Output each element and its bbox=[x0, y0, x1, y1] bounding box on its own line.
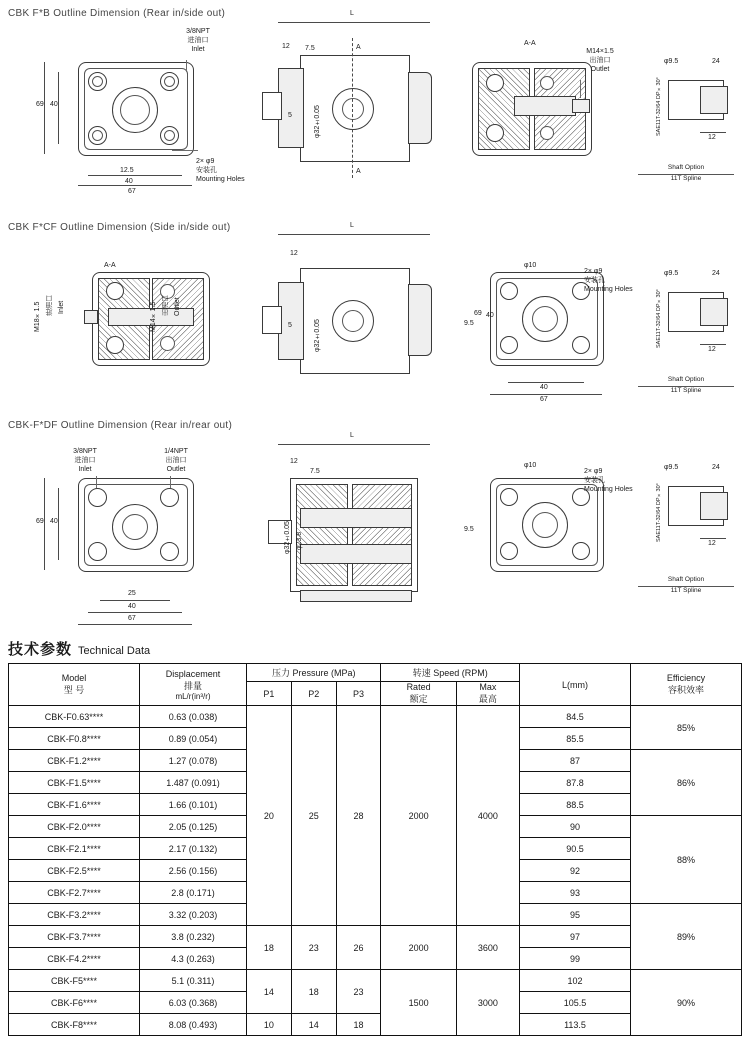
fdf-rear-hole-tl bbox=[500, 488, 518, 506]
fcf-inlet-thread: M18×1.5 bbox=[34, 301, 41, 332]
header-model-cn: 型 号 bbox=[63, 685, 85, 695]
fb-inlet-cn: 进油口 bbox=[187, 36, 209, 44]
fb-L-label: L bbox=[350, 10, 354, 17]
cell-model: CBK-F3.7**** bbox=[9, 926, 140, 948]
fdf-outlet-leader bbox=[170, 476, 171, 488]
cell-length: 102 bbox=[520, 970, 631, 992]
fb-dim-67-line bbox=[78, 185, 192, 186]
fdf-side-bore: φ23.8 bbox=[296, 531, 303, 550]
cell-pressure-p3: 23 bbox=[336, 970, 381, 1014]
fcf-shaft-spline-note: SAE11T-32/64 DP×30° bbox=[656, 289, 662, 348]
cell-pressure-p2: 18 bbox=[291, 970, 336, 1014]
cell-length: 93 bbox=[520, 882, 631, 904]
cell-speed-rated: 2000 bbox=[381, 706, 456, 926]
fcf-shaft-dim-12-line bbox=[700, 344, 726, 345]
cell-displacement: 1.27 (0.078) bbox=[140, 750, 247, 772]
fdf-side-channel-top bbox=[300, 508, 412, 528]
fdf-shaft-dim-95: φ9.5 bbox=[664, 464, 679, 471]
fcf-front-hole-tl bbox=[106, 282, 124, 300]
fdf-front-hole-tl bbox=[88, 488, 107, 507]
fdf-dim-69: 69 bbox=[36, 518, 44, 525]
technical-data-heading-en: Technical Data bbox=[78, 645, 151, 657]
fdf-outlet-en: Outlet bbox=[166, 465, 186, 473]
fb-L-line bbox=[278, 22, 430, 23]
fdf-L-line bbox=[278, 444, 430, 445]
header-speed-max bbox=[456, 682, 519, 706]
fb-inlet-callout bbox=[170, 28, 226, 54]
cell-speed-max: 3000 bbox=[456, 970, 519, 1036]
fdf-front-bore-inner bbox=[122, 514, 148, 540]
fb-side-bore-inner bbox=[342, 98, 364, 120]
header-speed: 转速 Speed (RPM) bbox=[381, 664, 520, 682]
fb-shaft-spline-note: SAE11T-32/64 DP×30° bbox=[656, 77, 662, 136]
fcf-rear-dim-67-line bbox=[490, 394, 602, 395]
fcf-rear-dim-67: 67 bbox=[540, 396, 548, 403]
fb-rear-section-mark: A-A bbox=[524, 40, 536, 47]
cell-pressure-p1: 10 bbox=[247, 1014, 292, 1036]
header-length: L(mm) bbox=[520, 664, 631, 706]
cell-speed-max: 4000 bbox=[456, 706, 519, 926]
fb-side-mark-a-bottom: A bbox=[356, 168, 361, 175]
fdf-inlet-thread: 3/8NPT bbox=[73, 448, 97, 455]
fb-dim-67: 67 bbox=[128, 188, 136, 195]
cell-model: CBK-F0.63**** bbox=[9, 706, 140, 728]
header-p3: P3 bbox=[336, 682, 381, 706]
fcf-inlet-cn: 进油口 bbox=[46, 295, 53, 316]
technical-data-table bbox=[8, 663, 742, 1036]
fdf-dim-67: 67 bbox=[128, 615, 136, 622]
technical-data-heading-cn: 技术参数 bbox=[8, 641, 73, 658]
fdf-rear-hole-dia: φ10 bbox=[524, 462, 537, 469]
cell-pressure-p2: 23 bbox=[291, 926, 336, 970]
cell-displacement: 1.487 (0.091) bbox=[140, 772, 247, 794]
fcf-shaft-dim-95: φ9.5 bbox=[664, 270, 679, 277]
cell-pressure-p1: 20 bbox=[247, 706, 292, 926]
fdf-shaft-spline-note: SAE11T-32/64 DP×30° bbox=[656, 483, 662, 542]
fb-outlet-leader bbox=[580, 80, 581, 98]
fcf-L-line bbox=[278, 234, 430, 235]
fcf-shaft-dim-24: 24 bbox=[712, 270, 720, 277]
fb-shaft-option bbox=[638, 164, 734, 184]
header-efficiency-en: Efficiency bbox=[666, 673, 706, 683]
cell-pressure-p3: 18 bbox=[336, 1014, 381, 1036]
fb-side-centerline bbox=[352, 38, 353, 178]
cell-pressure-p2: 25 bbox=[291, 706, 336, 926]
header-speed-max-cn: 最高 bbox=[478, 694, 497, 704]
fb-outlet-cn: 出油口 bbox=[589, 56, 611, 64]
fcf-front-hole-br bbox=[160, 336, 175, 351]
fcf-rear-dim-40b-line bbox=[508, 382, 584, 383]
fdf-shaft-dim-12: 12 bbox=[708, 540, 716, 547]
header-speed-rated-cn: 额定 bbox=[409, 694, 428, 704]
cell-pressure-p1: 14 bbox=[247, 970, 292, 1014]
cell-efficiency: 90% bbox=[631, 970, 742, 1036]
fcf-shaft-option-title: Shaft Option bbox=[638, 376, 734, 387]
fb-inlet-leader bbox=[186, 60, 187, 72]
fdf-rear-hole-br bbox=[572, 542, 590, 560]
fdf-front-hole-br bbox=[160, 542, 179, 561]
fcf-side-bore-inner bbox=[342, 310, 364, 332]
header-displacement-unit: mL/r(in³/r) bbox=[175, 691, 211, 701]
fdf-dim-40-line bbox=[58, 488, 59, 560]
fdf-front-hole-tr bbox=[160, 488, 179, 507]
fcf-mount-cn: 安装孔 bbox=[584, 276, 605, 284]
fb-dim-40: 40 bbox=[50, 101, 58, 108]
fb-inlet-en: Inlet bbox=[191, 45, 205, 53]
cell-efficiency: 89% bbox=[631, 904, 742, 970]
cell-displacement: 2.17 (0.132) bbox=[140, 838, 247, 860]
fdf-mount-dia: 2× φ9 bbox=[584, 468, 603, 475]
cell-model: CBK-F6**** bbox=[9, 992, 140, 1014]
fb-dim-69: 69 bbox=[36, 101, 44, 108]
fb-shaft-end bbox=[700, 86, 728, 114]
fcf-rear-bore-inner bbox=[532, 306, 558, 332]
fcf-side-dim-12: 12 bbox=[290, 250, 298, 257]
fdf-side-base bbox=[300, 590, 412, 602]
cell-displacement: 3.8 (0.232) bbox=[140, 926, 247, 948]
fb-mount-dia: 2× φ9 bbox=[196, 158, 215, 165]
cell-pressure-p2: 14 bbox=[291, 1014, 336, 1036]
fb-outlet-thread: M14×1.5 bbox=[586, 48, 614, 55]
fdf-outlet-thread: 1/4NPT bbox=[164, 448, 188, 455]
fdf-side-channel-bottom bbox=[300, 544, 412, 564]
fb-shaft-dim-95: φ9.5 bbox=[664, 58, 679, 65]
cell-model: CBK-F4.2**** bbox=[9, 948, 140, 970]
cell-displacement: 6.03 (0.368) bbox=[140, 992, 247, 1014]
fdf-side-hatch-right bbox=[352, 484, 412, 586]
cell-model: CBK-F2.1**** bbox=[9, 838, 140, 860]
fcf-side-shaft bbox=[262, 306, 282, 334]
fb-rear-port-nipple bbox=[572, 99, 590, 113]
fdf-side-bolt-circle: φ32±0.05 bbox=[284, 521, 291, 554]
cell-model: CBK-F1.6**** bbox=[9, 794, 140, 816]
fcf-side-bolt-circle: φ32±0.05 bbox=[314, 319, 321, 352]
fb-side-bolt-circle: φ32±0.05 bbox=[314, 105, 321, 138]
fdf-dim-67-line bbox=[78, 624, 192, 625]
cell-model: CBK-F1.5**** bbox=[9, 772, 140, 794]
header-displacement bbox=[140, 664, 247, 706]
fcf-mount-dia: 2× φ9 bbox=[584, 268, 603, 275]
cell-pressure-p1: 18 bbox=[247, 926, 292, 970]
header-displacement-cn: 排量 bbox=[183, 680, 202, 691]
cell-length: 88.5 bbox=[520, 794, 631, 816]
fb-front-bore-inner bbox=[120, 95, 150, 125]
fdf-side-dim-75: 7.5 bbox=[310, 468, 320, 475]
fb-dim-125: 12.5 bbox=[120, 167, 134, 174]
fcf-shaft-end bbox=[700, 298, 728, 326]
fdf-dim-40b: 40 bbox=[128, 603, 136, 610]
header-efficiency-cn: 容积效率 bbox=[667, 685, 704, 695]
fb-side-rear bbox=[408, 72, 432, 144]
fcf-rear-hole-br bbox=[572, 336, 590, 354]
fb-outlet-callout bbox=[572, 48, 628, 74]
fb-rear-hole-br bbox=[540, 126, 554, 140]
section-title-fdf: CBK-F*DF Outline Dimension (Rear in/rear out) bbox=[8, 420, 233, 431]
fb-side-shaft bbox=[262, 92, 282, 120]
fb-shaft-dim-12: 12 bbox=[708, 134, 716, 141]
cell-length: 105.5 bbox=[520, 992, 631, 1014]
header-pressure: 压力 Pressure (MPa) bbox=[247, 664, 381, 682]
fdf-shaft-option-title: Shaft Option bbox=[638, 576, 734, 587]
cell-model: CBK-F2.5**** bbox=[9, 860, 140, 882]
fb-front-hole-br-in bbox=[164, 130, 175, 141]
cell-length: 90.5 bbox=[520, 838, 631, 860]
table-body bbox=[9, 706, 742, 1036]
cell-pressure-p3: 26 bbox=[336, 926, 381, 970]
cell-model: CBK-F3.2**** bbox=[9, 904, 140, 926]
cell-displacement: 0.63 (0.038) bbox=[140, 706, 247, 728]
fb-front-hole-bl-in bbox=[92, 130, 103, 141]
fcf-rear-dim-40: 40 bbox=[486, 312, 494, 319]
fdf-dim-25: 25 bbox=[128, 590, 136, 597]
fb-rear-hole-tl bbox=[486, 74, 504, 92]
cell-length: 92 bbox=[520, 860, 631, 882]
header-p2: P2 bbox=[291, 682, 336, 706]
cell-displacement: 0.89 (0.054) bbox=[140, 728, 247, 750]
cell-displacement: 2.56 (0.156) bbox=[140, 860, 247, 882]
fcf-L-label: L bbox=[350, 222, 354, 229]
fcf-front-inlet-nipple bbox=[84, 310, 98, 324]
fb-front-hole-tr-in bbox=[164, 76, 175, 87]
cell-length: 84.5 bbox=[520, 706, 631, 728]
cell-model: CBK-F5**** bbox=[9, 970, 140, 992]
fdf-rear-bore-inner bbox=[532, 512, 558, 538]
fdf-shaft-option-value: 11T Spline bbox=[670, 586, 702, 594]
cell-model: CBK-F0.8**** bbox=[9, 728, 140, 750]
fb-side-mark-a-top: A bbox=[356, 44, 361, 51]
fdf-mount-en: Mounting Holes bbox=[584, 485, 633, 493]
fb-side-dim-12: 12 bbox=[282, 43, 290, 50]
table-row bbox=[9, 970, 742, 992]
fdf-shaft-dim-12-line bbox=[700, 538, 726, 539]
fcf-outlet-cn: 出油口 bbox=[162, 295, 169, 316]
cell-length: 95 bbox=[520, 904, 631, 926]
fcf-side-rear bbox=[408, 284, 432, 356]
cell-speed-rated: 2000 bbox=[381, 926, 456, 970]
header-efficiency bbox=[631, 664, 742, 706]
cell-model: CBK-F8**** bbox=[9, 1014, 140, 1036]
fdf-shaft-dim-24: 24 bbox=[712, 464, 720, 471]
fcf-side-dim-5: 5 bbox=[288, 322, 292, 329]
fb-rear-hole-tr bbox=[540, 76, 554, 90]
cell-efficiency: 88% bbox=[631, 816, 742, 904]
section-title-fcf: CBK F*CF Outline Dimension (Side in/side out) bbox=[8, 222, 231, 233]
fcf-rear-hole-tl bbox=[500, 282, 518, 300]
fb-shaft-option-title: Shaft Option bbox=[638, 164, 734, 175]
header-speed-rated-en: Rated bbox=[406, 682, 431, 692]
technical-data-heading bbox=[8, 638, 150, 659]
cell-length: 90 bbox=[520, 816, 631, 838]
fb-shaft-option-value: 11T Spline bbox=[670, 174, 702, 182]
fdf-inlet-leader bbox=[96, 476, 97, 488]
cell-displacement: 3.32 (0.203) bbox=[140, 904, 247, 926]
fb-inlet-thread: 3/8NPT bbox=[186, 28, 210, 35]
fcf-outlet-thread: M14×1.5 bbox=[150, 301, 157, 332]
table-row bbox=[9, 706, 742, 728]
cell-displacement: 2.8 (0.171) bbox=[140, 882, 247, 904]
fb-dim-40-bottom-line bbox=[88, 175, 182, 176]
table-header-row-1 bbox=[9, 664, 742, 682]
fb-outlet-en: Outlet bbox=[590, 65, 610, 73]
fb-mount-callout bbox=[196, 158, 245, 184]
fcf-shaft-option bbox=[638, 376, 734, 396]
fb-side-dim-5: 5 bbox=[288, 112, 292, 119]
header-model-en: Model bbox=[61, 673, 87, 683]
fcf-shaft-option-value: 11T Spline bbox=[670, 386, 702, 394]
fdf-inlet-en: Inlet bbox=[78, 465, 92, 473]
fdf-front-hole-bl bbox=[88, 542, 107, 561]
fb-mount-leader bbox=[172, 150, 198, 151]
fdf-outlet-callout bbox=[150, 448, 202, 474]
fcf-mount-en: Mounting Holes bbox=[584, 285, 633, 293]
fdf-inlet-cn: 进油口 bbox=[74, 456, 96, 464]
cell-model: CBK-F2.7**** bbox=[9, 882, 140, 904]
fb-dim-40-bottom: 40 bbox=[125, 178, 133, 185]
fb-dim-69-line bbox=[44, 62, 45, 154]
header-speed-max-en: Max bbox=[479, 682, 497, 692]
fdf-side-dim-12: 12 bbox=[290, 458, 298, 465]
fb-side-dim-75: 7.5 bbox=[305, 45, 315, 52]
header-model bbox=[9, 664, 140, 706]
fdf-dim-40b-line bbox=[88, 612, 182, 613]
fb-dim-40-line bbox=[58, 72, 59, 144]
cell-model: CBK-F2.0**** bbox=[9, 816, 140, 838]
fdf-dim-69-line bbox=[44, 478, 45, 570]
fdf-mount-callout bbox=[584, 468, 633, 494]
cell-displacement: 8.08 (0.493) bbox=[140, 1014, 247, 1036]
fdf-rear-dim-95: 9.5 bbox=[464, 526, 474, 533]
fcf-rear-hole-bl bbox=[500, 336, 518, 354]
cell-efficiency: 85% bbox=[631, 706, 742, 750]
fcf-rear-dim-40b: 40 bbox=[540, 384, 548, 391]
fdf-L-label: L bbox=[350, 432, 354, 439]
cell-model: CBK-F1.2**** bbox=[9, 750, 140, 772]
header-p1: P1 bbox=[247, 682, 292, 706]
fb-mount-en: Mounting Holes bbox=[196, 175, 245, 183]
cell-speed-max: 3600 bbox=[456, 926, 519, 970]
header-displacement-en: Displacement bbox=[165, 668, 221, 679]
fdf-shaft-option bbox=[638, 576, 734, 596]
fdf-outlet-cn: 出油口 bbox=[165, 456, 187, 464]
fcf-front-hole-bl bbox=[106, 336, 124, 354]
cell-length: 87.8 bbox=[520, 772, 631, 794]
cell-displacement: 1.66 (0.101) bbox=[140, 794, 247, 816]
fcf-front-section-mark: A-A bbox=[104, 262, 116, 269]
fcf-inlet-en: Inlet bbox=[58, 300, 65, 314]
fb-rear-port-body bbox=[514, 96, 576, 116]
fcf-rear-dim-95: 9.5 bbox=[464, 320, 474, 327]
fb-rear-hole-bl bbox=[486, 124, 504, 142]
cell-displacement: 4.3 (0.263) bbox=[140, 948, 247, 970]
fb-shaft-dim-12-line bbox=[700, 132, 726, 133]
cell-length: 99 bbox=[520, 948, 631, 970]
fb-front-hole-tl-in bbox=[92, 76, 103, 87]
fcf-rear-dim-69: 69 bbox=[474, 310, 482, 317]
fdf-shaft-end bbox=[700, 492, 728, 520]
fcf-outlet-en: Outlet bbox=[174, 297, 181, 316]
header-speed-rated bbox=[381, 682, 456, 706]
fdf-mount-cn: 安装孔 bbox=[584, 476, 605, 484]
fcf-mount-callout bbox=[584, 268, 633, 294]
cell-length: 113.5 bbox=[520, 1014, 631, 1036]
fdf-rear-hole-bl bbox=[500, 542, 518, 560]
section-title-fb: CBK F*B Outline Dimension (Rear in/side out) bbox=[8, 8, 226, 19]
fb-shaft-dim-24: 24 bbox=[712, 58, 720, 65]
cell-length: 97 bbox=[520, 926, 631, 948]
cell-displacement: 2.05 (0.125) bbox=[140, 816, 247, 838]
cell-length: 85.5 bbox=[520, 728, 631, 750]
fb-mount-cn: 安装孔 bbox=[196, 166, 217, 174]
fdf-dim-40: 40 bbox=[50, 518, 58, 525]
fcf-rear-hole-dia: φ10 bbox=[524, 262, 537, 269]
cell-displacement: 5.1 (0.311) bbox=[140, 970, 247, 992]
cell-pressure-p3: 28 bbox=[336, 706, 381, 926]
cell-efficiency: 86% bbox=[631, 750, 742, 816]
fdf-inlet-callout bbox=[60, 448, 110, 474]
cell-speed-rated: 1500 bbox=[381, 970, 456, 1036]
fcf-shaft-dim-12: 12 bbox=[708, 346, 716, 353]
fdf-dim-25-line bbox=[100, 600, 170, 601]
cell-length: 87 bbox=[520, 750, 631, 772]
